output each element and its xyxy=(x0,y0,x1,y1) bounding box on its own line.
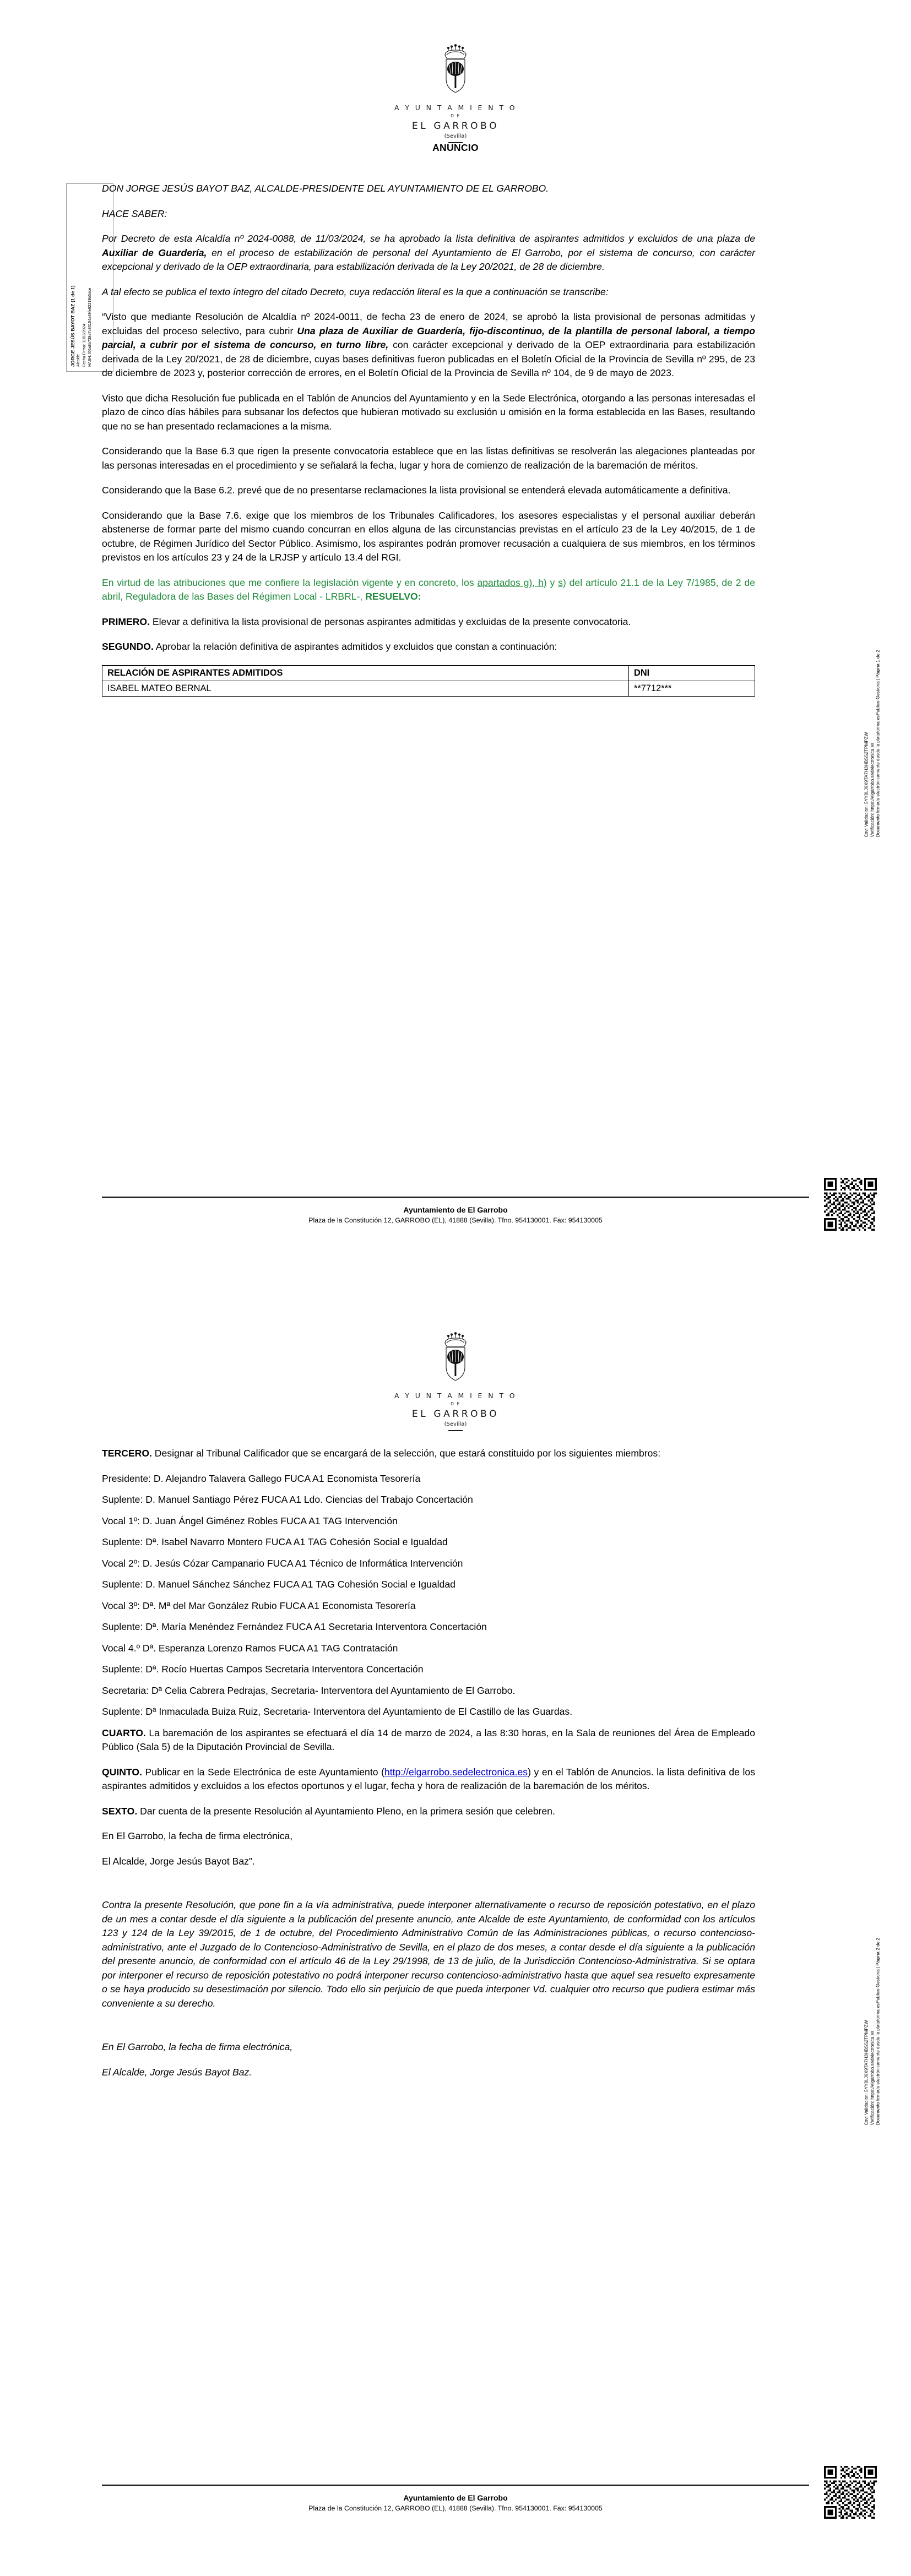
sign-alcalde-1: El Alcalde, Jorge Jesús Bayot Baz”. xyxy=(102,1855,255,1867)
logo-line-sevilla: (Sevilla) xyxy=(444,133,467,139)
stamp-signer-name: JORGE JESÚS BAYOT BAZ (1 de 1) xyxy=(70,285,75,367)
cell-candidate-name: ISABEL MATEO BERNAL xyxy=(102,681,629,696)
admitted-candidates-table xyxy=(102,665,755,697)
logo-line-sevilla: (Sevilla) xyxy=(444,1421,467,1427)
table-header-row xyxy=(102,665,755,681)
tribunal-member-suplente-3: Suplente: D. Manuel Sánchez Sánchez FUCA A1 TAG Cohesión Social e Igualdad xyxy=(102,1579,456,1590)
csv-line-2: Verificación: https://elgarrobo.sedelectronica.es xyxy=(869,2030,875,2126)
document-page-2 xyxy=(0,1288,911,2576)
footer-divider xyxy=(102,2485,809,2486)
footer-address: Plaza de la Constitución 12, GARROBO (EL), 41888 (Sevilla). Tfno. 954130001. Fax: 954130005 xyxy=(308,1216,603,1224)
para-tal-efecto: A tal efecto se publica el texto íntegro del citado Decreto, cuya redacción literal es la que a continuación se transcribe: xyxy=(102,286,609,297)
tribunal-member-vocal-2: Vocal 2º: D. Jesús Cózar Campanario FUCA A1 Técnico de Informática Intervención xyxy=(102,1557,463,1569)
tribunal-member-secretaria: Secretaria: Dª Celia Cabrera Pedrajas, Secretaria- Interventora del Ayuntamiento de El Garrobo. xyxy=(102,1684,516,1696)
tribunal-member-suplente-4: Suplente: Dª. María Menéndez Fernández FUCA A1 Secretaria Interventora Concertación xyxy=(102,1621,487,1632)
tribunal-member-vocal-4: Vocal 4.º Dª. Esperanza Lorenzo Ramos FUCA A1 TAG Contratación xyxy=(102,1642,398,1654)
para-visto-dicha: Visto que dicha Resolución fue publicada en el Tablón de Anuncios del Ayuntamiento y en la Sede Electrónica, otorgando a las personas interesadas el plazo de cinco días hábiles para subsanar los defectos que hubieran motivado su exclusión u omisión en la forma establecida en las Bases, resultando que no se han presentado reclamaciones a la misma. xyxy=(102,392,755,432)
logo-line-el-garrobo: EL GARROBO xyxy=(411,121,500,132)
tribunal-member-suplente-2: Suplente: Dª. Isabel Navarro Montero FUCA A1 TAG Cohesión Social e Igualdad xyxy=(102,1536,448,1547)
para-quinto: QUINTO. Publicar en la Sede Electrónica de este Ayuntamiento (http://elgarrobo.sedelectronica.es) y en el Tablón de Anuncios. la lista definitiva de los aspirantes admitidos y excluidos a los efectos oportunos y el lugar, fecha y hora de realización de la baremación de los méritos. xyxy=(102,1766,755,1791)
csv-line-3: Documento firmado electrónicamente desde la plataforma esPublico Gestiona | Página 1 de 2 xyxy=(875,650,880,838)
logo-line-de: D E xyxy=(451,113,460,118)
coat-of-arms-icon xyxy=(433,1331,478,1389)
col-header-relacion: RELACIÓN DE ASPIRANTES ADMITIDOS xyxy=(102,665,629,681)
spacer xyxy=(102,1879,755,1898)
tribunal-member-vocal-1: Vocal 1º: D. Juan Ángel Giménez Robles FUCA A1 TAG Intervención xyxy=(102,1515,398,1526)
stamp-sign-date: Fecha Firma: 11/03/2024 xyxy=(82,324,86,367)
page-footer-2 xyxy=(102,2485,809,2512)
csv-line-3: Documento firmado electrónicamente desde la plataforma esPublico Gestiona | Página 2 de 2 xyxy=(875,1938,880,2126)
tribunal-member-suplente-6: Suplente: Dª Inmaculada Buiza Ruiz, Secretaria- Interventora del Ayuntamiento de El Castillo de las Guardas. xyxy=(102,1706,573,1717)
logo-line-el-garrobo: EL GARROBO xyxy=(411,1409,500,1420)
stamp-signer-role: Alcalde xyxy=(77,354,80,367)
para-base-6-2: Considerando que la Base 6.2. prevé que de no presentarse reclamaciones la lista provisional se entenderá elevada automáticamente a definitiva. xyxy=(102,485,731,496)
logo-line-de: D E xyxy=(451,1401,460,1406)
tribunal-member-vocal-3: Vocal 3º: Dª. Mª del Mar González Rubio FUCA A1 Economista Tesorería xyxy=(102,1600,416,1611)
page1-body xyxy=(102,182,755,697)
tribunal-member-suplente-1: Suplente: D. Manuel Santiago Pérez FUCA A1 Ldo. Ciencias del Trabajo Concertación xyxy=(102,1494,473,1505)
footer-address: Plaza de la Constitución 12, GARROBO (EL), 41888 (Sevilla). Tfno. 954130001. Fax: 954130005 xyxy=(308,2504,603,2512)
para-segundo: SEGUNDO. Aprobar la relación definitiva de aspirantes admitidos y excluidos que constan a continuación: xyxy=(102,641,557,652)
municipal-logo-p2 xyxy=(0,1331,911,1431)
col-header-dni: DNI xyxy=(629,665,755,681)
csv-line-2: Verificación: https://elgarrobo.sedelectronica.es xyxy=(869,742,875,838)
tribunal-member-suplente-5: Suplente: Dª. Rocío Huertas Campos Secretaria Interventora Concertación xyxy=(102,1664,424,1675)
para-sexto: SEXTO. Dar cuenta de la presente Resolución al Ayuntamiento Pleno, en la primera sesión que celebren. xyxy=(102,1805,555,1817)
page-title: ANUNCIO xyxy=(432,142,479,153)
para-base-6-3: Considerando que la Base 6.3 que rigen la presente convocatoria establece que en las listas definitivas se resolverán las alegaciones planteadas por las personas interesadas en el procedimiento y se señalará la fecha, lugar y hora de comienzo de realización de la baremación de méritos. xyxy=(102,445,755,471)
table-row xyxy=(102,681,755,696)
cell-candidate-dni: **7712*** xyxy=(629,681,755,696)
sign-alcalde-2: El Alcalde, Jorge Jesús Bayot Baz. xyxy=(102,2066,252,2078)
para-visto-resolucion: “Visto que mediante Resolución de Alcaldía nº 2024-0011, de fecha 23 de enero de 2024, se aprobó la lista provisional de personas admitidas y excluidas del proceso selectivo, para cubrir Una plaza de Auxiliar de Guardería, fijo-discontinuo, de la plantilla de personal laboral, a tiempo parcial, a cubrir por el sistema de concurso, en turno libre, con carácter excepcional y derivado de la OEP extraordinaria para estabilización derivada de la Ley 20/2021, de 28 de diciembre, cuyas bases definitivas fueron publicadas en el Boletín Oficial de la Provincia de Sevilla nº 295, de 23 de diciembre de 2023 y, posterior corrección de errores, en el Boletín Oficial de la Provincia de Sevilla nº 104, de 9 de mayo de 2023. xyxy=(102,311,755,378)
para-cuarto: CUARTO. La baremación de los aspirantes se efectuará el día 14 de marzo de 2024, a las 8:30 horas, en la Sala de reuniones del Área de Empleado Público (Sala 5) de la Diputación Provincial de Sevilla. xyxy=(102,1727,755,1752)
para-contra-resolucion: Contra la presente Resolución, que pone fin a la vía administrativa, puede interponer alternativamente o recurso de reposición potestativo, en el plazo de un mes a contar desde el día siguiente a la publicación del presente anuncio, ante Alcalde de este Ayuntamiento, de conformidad con los artículos 123 y 124 de la Ley 39/2015, de 1 de octubre, del Procedimiento Administrativo Común de las Administraciones públicas, o recurso contencioso-administrativo, ante el Juzgado de lo Contencioso-Administrativo de Sevilla, en el plazo de dos meses, a contar desde el día siguiente a la publicación del presente anuncio, de conformidad con el artículo 46 de la Ley 29/1998, de 13 de julio, de la Jurisdicción Contencioso-Administrativa. Si se optara por interponer el recurso de reposición potestativo no podrá interponer recurso contencioso-administrativo hasta que aquel sea resuelto expresamente o se haya producido su desestimación por silencio. Todo ello sin perjuicio de que pueda interponer Vd. cualquier otro recurso que pudiera estimar más conveniente a su derecho. xyxy=(102,1899,755,2009)
para-en-virtud: En virtud de las atribuciones que me confiere la legislación vigente y en concreto, los apartados g), h) y s) del artículo 21.1 de la Ley 7/1985, de 2 de abril, Reguladora de las Bases del Régimen Local - LRBRL-, RESUELVO: xyxy=(102,577,755,602)
para-base-7-6: Considerando que la Base 7.6. exige que los miembros de los Tribunales Calificadores, los asesores especialistas y el personal auxiliar deberán abstenerse de formar parte del mismo cuando concurran en ellos alguna de las circunstancias previstas en el artículo 23 de la Ley 40/2015, de 1 de octubre, de Régimen Jurídico del Sector Público. Asimismo, los aspirantes podrán promover recusación a cualquiera de sus miembros, en los términos previstos en los artículos 23 y 24 de la LRJSP y artículo 13.4 del RGI. xyxy=(102,509,755,563)
page-footer xyxy=(102,1197,809,1224)
sede-electronica-link[interactable]: http://elgarrobo.sedelectronica.es xyxy=(384,1766,528,1778)
csv-line-1: Csv: Validacion: 5YY8LJ9X9TA7H3HBSS2TPMPZW xyxy=(864,732,869,838)
para-hace-saber: HACE SABER: xyxy=(102,208,167,219)
footer-divider xyxy=(102,1197,809,1198)
qr-code-icon xyxy=(824,2466,877,2519)
page2-body xyxy=(102,1447,755,2079)
sign-location-date-1: En El Garrobo, la fecha de firma electrónica, xyxy=(102,1830,293,1841)
spacer-2 xyxy=(102,2021,755,2040)
para-intro: DON JORGE JESÚS BAYOT BAZ, ALCALDE-PRESIDENTE DEL AYUNTAMIENTO DE EL GARROBO. xyxy=(102,183,549,194)
qr-code-icon xyxy=(824,1178,877,1231)
tribunal-member-presidente: Presidente: D. Alejandro Talavera Gallego FUCA A1 Economista Tesorería xyxy=(102,1472,421,1484)
municipal-logo xyxy=(0,43,911,143)
footer-entity: Ayuntamiento de El Garrobo xyxy=(403,2493,508,2502)
para-tercero: TERCERO. Designar al Tribunal Calificador que se encargará de la selección, que estará constituido por los siguientes miembros: xyxy=(102,1448,661,1459)
sign-location-date-2: En El Garrobo, la fecha de firma electrónica, xyxy=(102,2041,293,2052)
coat-of-arms-icon xyxy=(433,43,478,101)
logo-line-ayuntamiento: A Y U N T A M I E N T O xyxy=(394,104,517,112)
csv-line-1: Csv: Validacion: 5YY8LJ9X9TA7H3HBSS2TPMPZW xyxy=(864,2020,869,2126)
logo-line-ayuntamiento: A Y U N T A M I E N T O xyxy=(394,1392,517,1400)
stamp-hash: HASH: f06a8b738a7c80154a49fe92219b5dce xyxy=(88,287,92,367)
para-decreto: Por Decreto de esta Alcaldía nº 2024-0088, de 11/03/2024, se ha aprobado la lista definitiva de aspirantes admitidos y excluidos de una plaza de Auxiliar de Guardería, en el proceso de estabilización de personal del Ayuntamiento de El Garrobo, por el sistema de concurso, con carácter excepcional y derivado de la OEP extraordinaria, para estabilización derivada de la Ley 20/2021, de 28 de diciembre. xyxy=(102,233,755,272)
logo-divider xyxy=(448,1430,463,1431)
footer-entity: Ayuntamiento de El Garrobo xyxy=(403,1205,508,1214)
para-primero: PRIMERO. Elevar a definitiva la lista provisional de personas aspirantes admitidas y excluidas de la presente convocatoria. xyxy=(102,616,631,627)
